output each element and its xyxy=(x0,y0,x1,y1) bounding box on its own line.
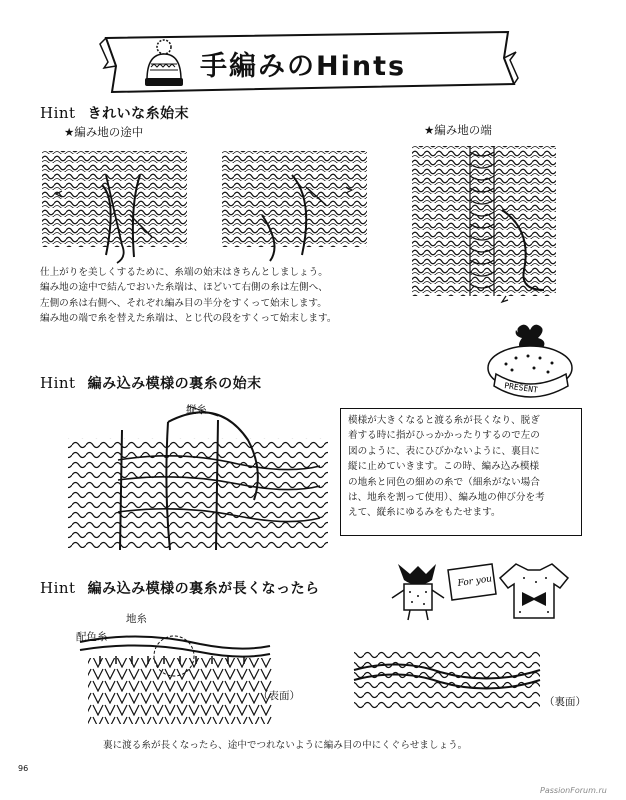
hint-1-title: きれいな糸始末 xyxy=(87,106,190,122)
hint-2-title: 編み込み模様の裏糸の始末 xyxy=(87,376,262,392)
hint-1-text-line: 左側の糸は右側へ、それぞれ編み目の半分をすくって始末します。 xyxy=(40,297,327,309)
hint-2-text-line: は、地糸を割って使用）、編み地の伸び分を考 xyxy=(348,492,545,504)
beret-hat-illustration xyxy=(482,328,578,414)
hint-1-text-line: 編み地の端で糸を替えた糸端は、とじ代の段をすくって始末します。 xyxy=(40,313,337,325)
gift-card-illustration xyxy=(444,560,498,604)
card-label: For you xyxy=(457,574,493,589)
label-color-yarn: 配色糸 xyxy=(76,631,108,643)
page-title: 手編みのHints xyxy=(200,51,407,82)
watermark: PassionForum.ru xyxy=(540,786,607,795)
sweater-illustration xyxy=(496,558,572,622)
hint-2-text-line: 模様が大きくなると渡る糸が長くなり、脱ぎ xyxy=(348,415,540,426)
hint-2-text-line: の地糸と同色の細めの糸で（細糸がない場合 xyxy=(348,476,540,488)
label-vertical-yarn: 縦糸 xyxy=(186,404,207,416)
knit-swatch-edge xyxy=(412,140,560,308)
hint-3-text-line: 裏に渡る糸が長くなったら、途中でつれないように編み目の中にくぐらせましょう。 xyxy=(103,740,468,751)
hint-2-text-line: 着する時に指がひっかかったりするので左の xyxy=(348,430,540,442)
hint-2-word: Hint xyxy=(40,374,76,392)
hint-1-sub-center: ★編み地の途中 xyxy=(64,125,144,139)
hint-2-text xyxy=(348,413,545,521)
knit-swatch-back xyxy=(350,640,546,716)
hint-1-word: Hint xyxy=(40,104,76,122)
page-number: 96 xyxy=(18,764,29,773)
hint-1-heading xyxy=(40,103,189,123)
label-back-side: （裏面） xyxy=(544,696,586,708)
hint-1-sub-edge: ★編み地の端 xyxy=(424,123,492,137)
knit-swatch-center-2 xyxy=(222,145,372,263)
knit-swatch-float xyxy=(58,400,338,560)
hint-2-text-line: 縦に止めていきます。この時、編み込み模様 xyxy=(348,461,540,473)
hint-1-text xyxy=(40,265,336,327)
label-front-side: （表面） xyxy=(258,690,300,702)
hint-3-text xyxy=(103,738,467,753)
hint-3-word: Hint xyxy=(40,579,76,597)
hint-2-text-line: えて、縦糸にゆるみをもたせます。 xyxy=(348,507,501,519)
knit-swatch-front xyxy=(80,620,280,730)
knit-hat-icon xyxy=(142,38,186,88)
hint-1-text-line: 仕上がりを美しくするために、糸端の始末はきちんとしましょう。 xyxy=(40,267,328,278)
hint-2-heading xyxy=(40,373,262,393)
knit-swatch-center-1 xyxy=(42,145,192,263)
hint-2-text-line: 図のように、表にひびかないように、裏目に xyxy=(348,445,540,457)
hint-3-heading xyxy=(40,578,320,598)
present-label: PRESENT xyxy=(503,381,539,395)
hint-3-title: 編み込み模様の裏糸が長くなったら xyxy=(87,581,320,597)
knitted-doll-illustration xyxy=(388,560,448,622)
label-ground-yarn: 地糸 xyxy=(126,613,147,625)
hint-1-text-line: 編み地の途中で結んでおいた糸端は、ほどいて右側の糸は左側へ、 xyxy=(40,282,328,294)
